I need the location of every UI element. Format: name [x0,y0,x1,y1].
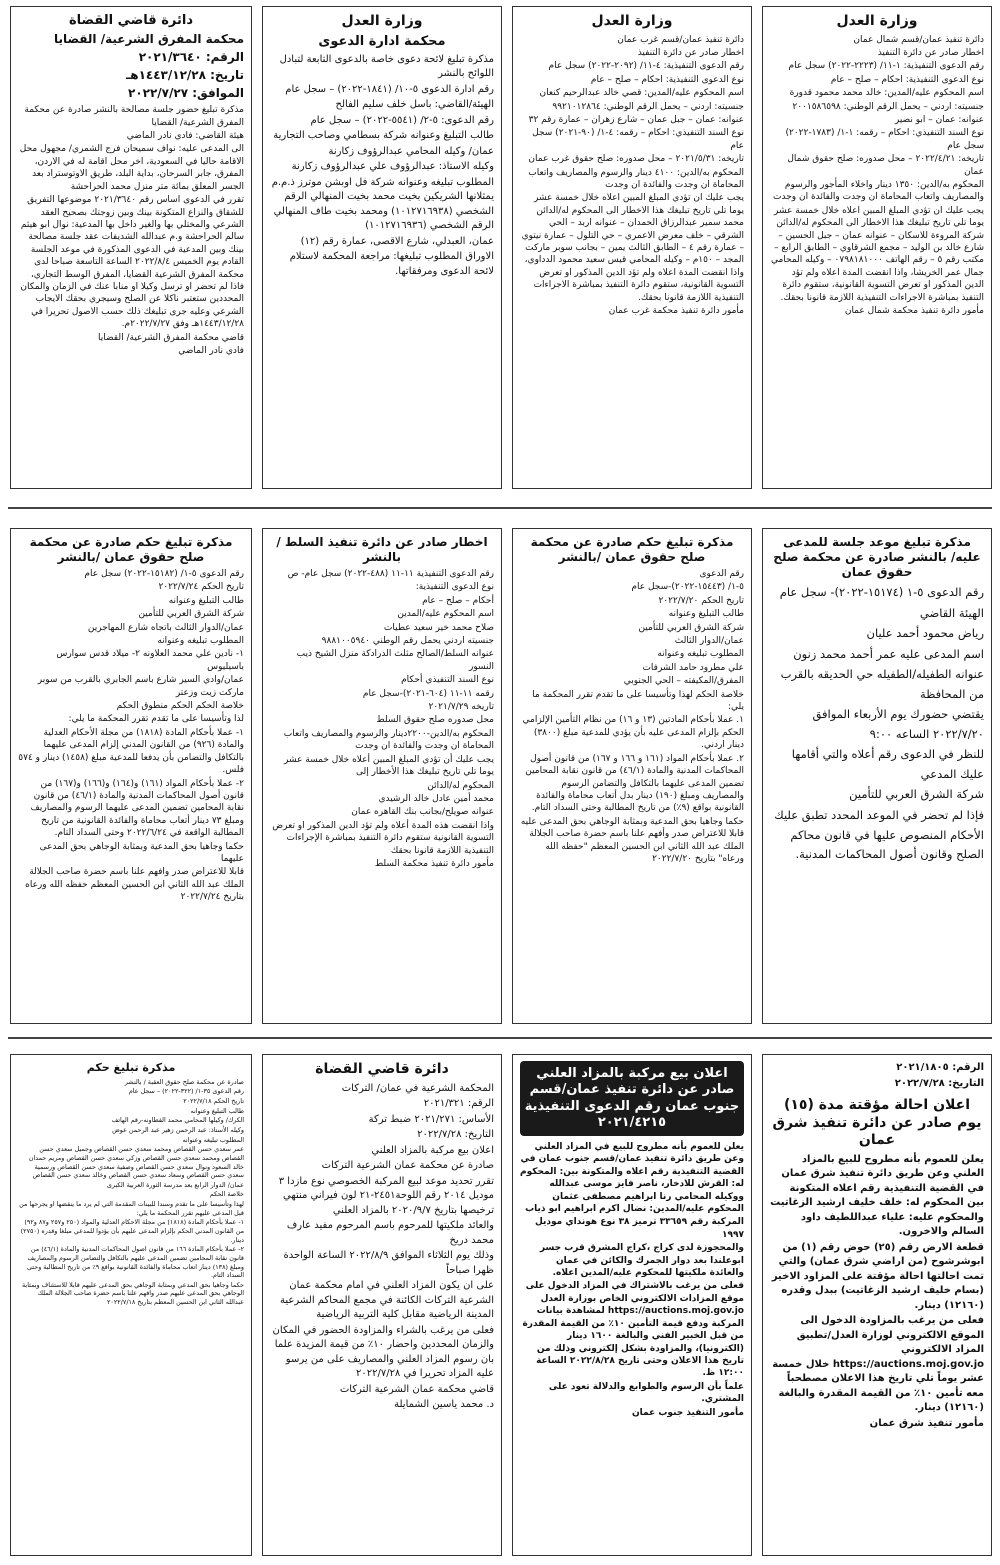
notice-line: رقم الدعوى ٥-١/ (١٥١٨٢-٢٠٢٢) سجل عام [84,569,244,579]
notice-line: يجب عليك أن تؤدي المبلغ المبين أعلاه خلال خمسة عشر يوما تلي تاريخ تبليغك هذا الأخطار إلى [284,754,494,778]
notice-line: الكرك/ وكيلها المحامي محمد القطاونه-رقم الهاتف [111,1116,244,1125]
notice-line: يقتضي حضورك يوم الأربعاء الموافق ٢٠٢٢/٧/٢٠ الساعه ٩:٠٠ [812,707,984,741]
notice-line: المركبة رقم ٣٣٦٥٩ ترميز ٣٨ نوع هونداي موديل ١٩٩٧ [534,1217,744,1240]
notice-line: رقم الدعوى التنفيذية: ١-١١/ (٢٢٢٣-٢٠٢٢) سجل عام [788,61,984,72]
notice-line: تاريخ الحكم ٢٠٢٢/٧/٢٤ [158,582,244,593]
notice-line: التاريخ: ٢٠٢٢/٧/٢٨ [417,1129,494,1140]
notice-line: ١- نادين علي محمد العلاونه ٢- ميلاد قدس سوارس باسيليوس [56,649,244,672]
notice-line: فإذا لم تحضر في الموعد المحدد تطبق عليك الأحكام المنصوص عليها في قانون محاكم الصلح وقانون أصول المحاكمات المدنية. [774,808,984,862]
notice-line: وكيله الاستاذ: عبدالرؤوف علي عبدالرؤوف زكارنة [291,161,494,173]
notice-line: رقم ادارة الدعوى ٥-١٠/ (١٨٤١-٢٠٢٢) – سجل عام [285,83,494,95]
notice-line: هيئة القاضي: فادي نادر الماضي [126,131,244,142]
notice-line: حكما وجاهيا بحق المدعية وبمثابة الوجاهي بحق المدعى عليه قابلا للاعتراض صدر وأفهم علنا باسم حضرة صاحب الجلالة الملك عبد الله الثاني ابن الحسين المعظم "حفظه الله ورعاه" بتاريخ ٢٠٢٢/٧/٢٠ [520,816,744,864]
notice-signoff: مأمور دائرة تنفيذ محكمة شمال عمان [844,306,984,317]
notice-line: يجب عليك ان تؤدي المبلغ المبين اعلاه خلال خمسة عشر يوما تلي تاريخ تبليغك هذا الاخطار الى المحكوم له/الدائن محمد سمير عبدالرزاق الحمدان – عنوانه اربد – الحي الشرقي – خلف معرض الاعمري – حي التلول – عمارة نيتوي – عمارة رقم ٤ – الطابق الثالث يمين – بجانب سوبر ماركت المجد – ١٥٠م – وكيله المحامي قيس سعيد محمود الدداوي، واذا انقضت المدة اعلاه ولم تؤد الدين المذكور او تعرض التسوية القانونية، ستقوم دائرة التنفيذ بمباشرة الاجراءات التنفيذية اللازمة قانونا بحقك. [521,193,744,303]
notice-line: صادرة عن محكمة عمان الشرعية التركات [321,1160,494,1171]
notice-line: الاوراق المطلوب تبليغها: مراجعة المحكمة لاستلام لائحة الدعوى ومرفقاتها. [289,251,494,277]
notice-line: لهذا وتأسيسا على ما تقدم وسندا للبينات المقدمة التي لم يرد ما ينقضها او يجرحها من قبل المدعى عليهم تقرر المحكمة ما يلي: [19,1200,244,1217]
notice-line: الهيئة القاضي [919,605,984,620]
row-divider [8,507,992,509]
notice-court: محكمة المفرق الشرعية/ القضايا [53,32,244,47]
notice-line: اسم المحكوم عليه/المدين [397,609,494,620]
notice-line: ٢- عملا بأحكام المواد (١٦١) و(١٦٤) و(١٦٦) و(١٦٧) من قانون أصول المحاكمات المدنية والمادة (٤٦/١) من قانون نقابة المحامين تضمين المدعى عليهما الرسوم والمصاريف ومبلغ ٧٣ دينار أتعاب محاماة والفائدة القانونية من تاريخ المطالبة الواقعة في ٢٠٢٢/٦/٢٤ وحتى السداد التام. [30,778,244,839]
notice-line: عمان/ الدوار الرابع بعد مدرسة الثورة العربية الكبرى [106,1180,244,1189]
notice-line: المطلوب تبليغه وعنوانه [182,1135,244,1144]
notice-title: اعلان بيع مركبة بالمزاد العلني صادر عن دائرة تنفيذ عمان/قسم جنوب عمان رقم الدعوى التنفيذية ٢٠٢١/٤٢١٥ [520,1061,744,1136]
notice-line: قطعة الارض رقم (٢٥) حوض رقم (١) من ابوشرشوح (من اراضي شرق عمان) والتي تمت احالتها احالة مؤقتة على المزاود الاخير (بسام خليف ارشيد الزغاتيت) ببدل وقدره (١٢١٦٠) دينار. [771,1241,984,1311]
notice-line: طالب التبليغ وعنوانه [168,595,244,606]
notice-line: شركة الشرق العربي للتأمين [849,787,984,802]
notice-title: دائرة قاضي القضاة [315,1061,449,1077]
notice-line: رقم الدعوى التنفيذية ١١-١١ (٤٨٨-٢٠٢٢) سجل عام- ص [287,569,494,579]
notice-line: رقم الدعوى ٥-١ (١٥١٧٤-٢٠٢٢)- سجل عام [779,585,984,599]
notice-title: مذكرة تبليغ حكم [86,1061,176,1074]
notice-line: دائرة تنفيذ عمان/قسم غرب عمان [617,34,744,45]
notice-line: والمحجوزة لدى كراج ،كراج المشرق قرب جسر ابوعلندا بعد دوار الجمرك والكائن في عمان والعائدة ملكيتها للمحكوم عليه/المدين اعلاه. [539,1243,744,1279]
notice-title: دائرة قاضي القضاة [69,13,193,28]
notice-amman-judgment-2 [10,528,252,1024]
notice-line: نوع الدعوى التنفيذية: احكام – صلح – عام [590,74,744,85]
notice-salt-execution [262,528,502,1024]
notice-line: ٥-١/ (١٥٤٤٣-٢٠٢٢)-سجل عام [631,582,744,593]
notice-line: حكما وجاهيا بحق المدعية وبمثابة الوجاهي بحق المدعى عليهما [39,841,244,864]
notice-signer: د. محمد ياسين الشمايلة [394,1399,494,1410]
notice-line: المطلوب تبليغه وعنوانه شركة فل اوبشن موترز ذ.م.م يمثلانها الشريكين بخيت محمد بخيت المنهالي الرقم الشخصي (١٠١٢٧١٦٩٣٨) ومحمد بخيت طاف المنهالي الرقم الشخصي (١٠١٢٧١٦٩٣٦) [271,176,494,232]
notice-line: فعلى من يرغب بالشراء والمزاودة الحضور في المكان والزمان المحددين واحضار ١٠٪ من قيمة المزيدة علما بان رسوم المزاد العلني والمصاريف على من يرسو عليه المزاد تحريرا في ٢٠٢٢/٧/٢٨ [272,1324,494,1379]
notice-line: عنوانه: عمان – جبل عمان – شارع زهران – عمارة رقم ٣٢ [528,114,744,125]
notice-hijri-date: تاريخ: ١٤٤٣/١٢/٢٨هـ [126,68,244,83]
notice-west-amman-execution [512,6,752,489]
notice-signoff: مأمور دائرة تنفيذ محكمة غرب عمان [608,306,744,317]
notice-amman-judgment-1 [512,528,752,1024]
notice-line: رقمه ١١-١١ (٦٠٤-٢٠٢١)-سجل عام [362,688,494,699]
notice-line: تاريخه ٢٠٢١/٧/٢٩ [428,702,494,713]
notice-line: عمان، العبدلي، شارع الاقصى، عمارة رقم (١٢) [300,235,494,247]
notice-line: الى المدعى عليه: نواف سميحان فرج الشمري/ مجهول محل الاقامة حاليا في السعودية، اخر محل اقامة له في الاردن، المفرق، جابر السرحان، بداية البلد، طريق الاوتوستراد بعد الجسر المعلق بمائة متر منزل محمد الحراحشة [19,144,244,192]
notice-mafraq-sharia-court [10,6,252,489]
notice-line: المحكمة الشرعية في عمان/ التركات [341,1082,494,1094]
notice-line: صلاح محمد خير سعيد عطيات [383,622,494,633]
notice-line: نوع الدعوى التنفيذية: احكام – صلح – عام [830,74,984,85]
notice-line: شركة الشرق العربي للتأمين [638,622,744,633]
notice-line: محل صدوره صلح حقوق السلط [376,715,494,726]
notice-line: تاريخه: ٢٠٢٢/٤/٢١ – محل صدوره: صلح حقوق شمال عمان [787,154,984,177]
notice-line: فعلى من يرغب بالمزاودة الدخول الى الموقع الالكتروني لوزارة العدل/تطبيق المزاد الالكتروني https://auctions.moj.gov.jo خلال خمسة عشر يوماً تلي تاريخ هذا الاعلان مصطحباً معه تأمين ١٠٪ من القيمة المقدرة والبالغة (١٢١٦٠) دينار. [772,1315,984,1413]
notice-signoff: مأمور التنفيذ جنوب عمان [632,1407,744,1418]
notice-line: يعلن للعموم بأنه مطروح للبيع في المزاد العلني وعن طريق دائرة تنفيذ عمان/قسم جنوب عمان في القضية التنفيذية رقم اعلاه والمتكونة بين: المحكوم له: القرش للادخار، ناصر فايز موسى عبدالله ووكيله المحامي رنا ابراهيم مصطفى عثمان المحكوم عليه/المدين: نضال اكرم ابراهيم ابو ذياب [520,1142,744,1215]
notice-title: مذكرة تبليغ موعد جلسة للمدعى عليه/ بالنشر صادرة عن محكمة صلح حقوق عمان [773,535,981,579]
notice-line: رقم الدعوى [699,569,744,579]
notice-line: محمد أمين عادل خالد الرشيدي [378,793,494,804]
notice-line: اسم المحكوم عليه/المدين: قصي خالد عبدالرحيم كنعان [539,88,744,99]
notice-line: تقرر في الدعوى اساس رقم ٢٠٢١/٣٦٤٠ موضوعها التفريق للشقاق والنزاع المتكونة بينك وبين زوجتك بصحيح العقد الشرعي والمختلي بها والغير داخل بها المدعية: نوال ابو هيثم سالم الحراحشة و.م عبدالله الشديفات عقد جلسة مصالحة بينك وبين المدعية في الدعوى المذكورة في موعد الجلسة القادم يوم الخميس ٢٠٢٢/٨/٤ الساعة التاسعة صباحا لدى محكمة المفرق الشرعية القضايا، المفرق الوسط التجاري، فاذا لم تحضر او ترسل وكيلا او منابا عنك في الزمان والمكان المحددين ستعتبر ناكلا عن الصلح وسيجري بحقك الايجاب الشرعي وعليه جرى تبليغك ذلك حسب الاصول تحريرا في ١٤٤٣/١٢/٢٨هـ وفق ٢٠٢٢/٧/٢٧م. [20,195,244,330]
notice-line: رقم الدعوى ٣٥-١/ (٣٢٢-٢٠٢٢) – سجل عام [128,1087,244,1096]
notice-line: شركة الشرق العربي للتأمين [138,609,244,620]
notice-line: تاريخ الحكم ٢٠٢٢/٧/٢٠ [658,595,744,606]
notice-line: للنظر في الدعوى رقم أعلاه والتي أقامها عليك المدعي [791,747,984,781]
notice-hearing-date-summons [762,528,992,1024]
notice-line: جنسيته اردني يحمل رقم الوطني ٩٨٨١٠٠٥٩٤٠ [321,636,494,647]
notice-title: وزارة العدل [836,13,918,29]
notice-line: وكيله الأستاذ: عبد الرحمن زهير عبد الرحمن عوض [112,1125,244,1134]
notice-line: المحكوم به/الدين: ٤١٠٠ دينار والرسوم والمصاريف واتعاب المحاماة ان وجدت والفائدة ان وجدت [528,167,744,190]
notice-line: علي مطرود حامد الشرفات [642,662,744,673]
notice-signer: فادي نادر الماضي [178,345,244,356]
notice-line: عمان/الدوار الثالث [674,636,744,647]
notice-line: رقم الدعوى التنفيذية: ٤-١١/ (٢٠٩٢-٢٠٢٢) سجل عام [548,61,744,72]
notice-title: مذكرة تبليغ حكم صادرة عن محكمة صلح حقوق عمان /بالنشر [530,535,734,564]
notice-line: دائرة تنفيذ عمان/قسم شمال عمان [853,34,984,45]
notice-signoff: قاضي محكمة المفرق الشرعية/ القضايا [98,332,244,343]
notice-line: علماً بأن الرسوم والطوابع والدلالة تعود على المشتري. [548,1381,744,1405]
notice-line: عنوانه السلط/الصالح مثلث الدرادكة منزل الشيخ ذيب النسور [296,649,494,672]
notice-line: اخطار صادر عن دائرة التنفيذ [877,47,984,58]
notice-line: المحكوم به/الدين: ١٣٥٠ دينار واخلاء المأجور والرسوم والمصاريف واتعاب المحاماة ان وجدت والفائدة ان وجدت [773,179,984,203]
notice-line: واذا انقضت هذه المدة أعلاه ولم تؤد الدين المذكور او تعرض التسوية القانونية ستقوم دائرة التنفيذ بمباشرة الإجراءات التنفيذية اللازمة قانونا بحقك [272,820,494,856]
notice-line: تاريخه: ٢٠٢١/٥/٣١ – محل صدوره: صلح حقوق غرب عمان [528,154,744,165]
notice-line: خلاصة الحكم لهذا وتأسيسا على ما تقدم تقرر المحكمة ما يلي: [532,689,744,713]
notice-title: مذكرة تبليغ حكم صادرة عن محكمة صلح حقوق عمان /بالنشر [29,535,233,564]
notice-line: جنسيته: اردني – يحمل الرقم الوطني: ٢٠٠١٥٨٦٥٩٨ [792,101,984,112]
notice-line: حكما وجاهيا بحق المدعي وبمثابة الوجاهي بحق المدعى عليهم قابلا للاستئناف وبمثابة الوجاهي بحق المدعى عليهم صدر وافهم علنا باسم حضرة صاحب الجلالة الملك عبدالله الثاني ابن الحسين المعظم بتاريخ ٢٠٢٢/٧/١٨ [21,1280,244,1307]
notice-amman-estates-court [262,1054,502,1556]
notice-line: طالب التبليغ وعنوانه [190,1106,244,1115]
notice-line: اعلان بيع مركبة بالمزاد العلني [371,1144,494,1156]
notice-line: على ان يكون المزاد العلني في امام محكمة عمان الشرعية التركات الكائنة في مجمع المحاكم الشرعية المدينة الرياضية مقابل كلية التربية الرياضية [280,1280,494,1320]
notice-line: عمان/وادي السير شارع باسم الجابري بالقرب من سوبر ماركت زيت وزعتر [37,675,244,698]
notice-line: عمر سعدي حسن القصاص ومحمد سعدي حسن القصاص وجميل سعدي حسن القصاص ومحمد سعدي حسن القصاص وزكي سعدي حسن القصاص ومريم حمدان خالد السعود ونوال سعدي حسن القصاص وصفية سعدي حسن القصاص ورسمية سعدي حسن القصاص وسعاد سعدي حسن القصاص وخالد سعدي حسن القصاص [28,1145,244,1180]
notice-line: طالب التبليغ وعنوانه شركة بسطامي وصاحب التجارية [273,130,494,142]
notice-line: المطلوب تبليغه وعنوانه [657,649,744,660]
notice-line: أحكام – صلح – عام [422,595,494,606]
notice-line: وذلك يوم الثلاثاء الموافق ٢٠٢٢/٨/٩ الساعة الواحدة ظهرا صباحاً [283,1250,494,1276]
notice-title: وزارة العدل [341,13,423,29]
notice-title: اعلان احالة مؤقتة مدة (١٥) يوم صادر عن دائرة تنفيذ شرق عمان [772,1097,982,1148]
notice-signoff: قاضي محكمة عمان الشرعية التركات [339,1383,494,1395]
row-divider [8,1037,992,1039]
notice-line: اخطار صادر عن دائرة التنفيذ [637,47,744,58]
notice-line: نوع السند التنفيذي: احكام – رقمه: ٤-١/ (٩٠-٢٠٢١) سجل عام [532,128,744,151]
notice-east-amman-auction [762,1054,992,1556]
notice-line: خلاصة الحكم الحكم منطوق الحكم [116,701,244,712]
notice-line: الأساس: ٢٠٢١/٢٧١ ضبط تركة [368,1113,494,1125]
notice-line: نوع السند التنفيذي: احكام – رقمه: ١-١/ (١٧٨٣-٢٠٢٢) سجل عام [785,128,984,151]
notice-line: نوع السند التنفيذي أحكام [401,675,494,686]
notice-line: مذكرة تبليغ لائحة دعوى خاصة بالدعوى التابعة لتبادل اللوائح بالنشر [279,53,494,80]
notice-line: ٢. عملا بأحكام المواد (١٦١ و ١٦٦ و ١٦٧) من قانون أصول المحاكمات المدنية والمادة (٤٦/١) من قانون نقابة المحامين تضمين المدعى عليهما بالتكافل والتضامن الرسوم والمصاريف ومبلغ (١٩٠) دينار بدل أتعاب محاماة والفائدة القانونية بواقع (٩٪) من تاريخ المطالبة وحتى السداد التام. [525,753,744,814]
notice-line: ٢- عملا بأحكام المادة ١٦٦ من قانون اصول المحاكمات المدنية والمادة (٤٦/١) من قانون نقابة المحامين تضمين المدعى عليهم بالتكافل والتضامن الرسوم والمصاريف ومبلغ (١٣٨) دينار اتعاب محاماة والفائدة القانونية بواقع ٩٪ من تاريخ المطالبة وحتى السداد التام. [26,1245,244,1280]
notice-line: مذكرة تبليغ حضور جلسة مصالحة بالنشر صادرة عن محكمة المفرق الشرعية/ القضايا [24,105,244,128]
notice-line: يجب عليك ان تؤدي المبلغ المبين اعلاه خلال خمسة عشر يوما تلي تاريخ تبليغك هذا الاخطار الى المحكوم له/الدائن شركة المروءة للاسكان – عنوانه عمان – جبل الحسين – شارع خالد بن الوليد – مجمع الشرقاوي – الطابق الرابع – مكتب رقم ٥ – رقم الهاتف ٠٧٩٨١٨١٠٠٠ – وكيله المحامي جمال عمر الخريشا، واذا انقضت المدة اعلاه ولم تؤد الدين المذكور او تعرض التسوية القانونية، ستقوم دائرة التنفيذ بمباشرة الاجراءات التنفيذية اللازمة قانونا بحقك. [770,205,984,303]
notice-line: عمان/الدوار الثالث باتجاه شارع المهاجرين [87,622,244,633]
notice-number: الرقم: ٢٠٢١/٣٦٤٠ [138,50,244,65]
notice-line: عنوانه: عمان – ابو نصير [894,114,984,125]
notice-aqaba-judgment [10,1054,252,1556]
notice-line: تاريخ الحكم ٢٠٢٢/٧/١٨ [183,1097,244,1106]
notice-south-amman-vehicle-auction [512,1054,752,1556]
notice-line: ١- عملا بأحكام المادة (١٨١٨) من مجلة الأحكام العدلية والمادة (٩٢٦) من القانون المدني إلزام المدعى عليهما بالتكافل والتضامن بأن يدفعا للمدعية مبلغ (١٤٥٨) دينار و ٥٧٤ فلس. [18,727,244,776]
notice-line: رقم الدعوى: ٥-٢/ (٥٥٤١-٢٠٢٢) – سجل عام [310,114,494,126]
notice-line: اسم المدعى عليه عمر أحمد محمد زنون [793,646,984,661]
notice-line: الرقم: ٢٠٢١/٣٢١ [423,1098,494,1109]
notice-line: يعلن للعموم بأنه مطروح للبيع بالمزاد العلني وعن طريق دائرة تنفيذ شرق عمان في القضية التنفيذية رقم اعلاه المتكونة بين المحكوم له: خلف خليف ارشيد الزغاتيت والمحكوم عليه: علياء عبداللطيف داود السالم والاخرون. [770,1153,984,1237]
notice-line: الهيئة/القاضي: باسل خلف سليم الفالح [335,99,494,111]
notice-line: رياض محمود أحمد عليان [866,626,984,641]
notice-case-management-court [262,6,502,489]
notice-north-amman-execution [762,6,992,489]
notice-title: وزارة العدل [591,13,673,29]
notice-line: طالب التبليغ وعنوانه [668,609,744,620]
notice-subtitle: محكمة ادارة الدعوى [318,33,446,49]
notice-line: المحكوم له/الدائن [427,780,494,791]
notice-line: فعلى من يرغب بالاشتراك في المزاد الدخول على موقع المزادات الالكتروني الخاص بوزارة العدل https://auctions.moj.gov.jo لمشاهدة بيانات المركبة ودفع قيمة التأمين ١٠٪ من القيمة المقدرة من قبل الخبير الفني والبالغة ١٦٠٠ دينار (الكترونيا)، والمزاودة بشكل إلكتروني وذلك من تاريخ هذا الاعلان وحتى تاريخ ٢٠٢٢/٨/٢٨ الساعة ١٢:٠٠ ظ. [522,1281,744,1379]
notice-line: عنوانه الطفيله/الطفيله حي الحديقه بالقرب من المحافظة [780,667,984,701]
notice-line: اسم المحكوم عليه/المدين: خالد محمد محمود قدورة [789,88,984,99]
notice-line: نوع الدعوى التنفيذية: [415,582,494,593]
notice-line: ١. عملا بأحكام المادتين (١٣ و ١٦) من نظام التأمين الإلزامي الحكم بإلزام المدعى عليه بأن يؤدي للمدعية مبلغ (٣٨٠٠) دينار اردني. [522,715,744,751]
notice-line: المحكوم به/الدين-٢٢٠٠دينار والرسوم والمصاريف واتعاب المحاماة ان وجدت والفائدة ان وجدت [283,728,494,752]
notice-title: اخطار صادر عن دائرة تنفيذ السلط /بالنشر [276,535,488,564]
notice-line: تقرر تحديد موعد لبيع المركبة الخصوصي نوع مازدا ٣ موديل ٢٠١٤ رقم اللوحة٢٤٥١-٢١ لون فيراني منتهي ترخيصها بتاريخ ٢٠٢٠/٩/٧ بالمزاد العلني [278,1175,494,1216]
notice-number: الرقم: ٢٠٢١/١٨٠٥ [896,1062,984,1073]
notice-line: خلاصة الحكم [209,1190,244,1199]
notice-line: عنوانه صويلح/بجانب بنك القاهره عمان [351,807,494,818]
notice-gregorian-date: الموافق: ٢٠٢٢/٧/٢٧ [128,86,244,101]
notice-line: والعائد ملكيتها للمرحوم باسم المرحوم مفيد عارف محمد دريخ [286,1220,494,1246]
notice-line: لذا وتأسيسا على ما تقدم تقرر المحكمة ما يلي: [68,714,244,725]
notice-line: صادرة عن محكمة صلح حقوق العقبة / بالنشر [124,1077,244,1086]
notice-signoff: مأمور تنفيذ شرق عمان [869,1417,984,1429]
notice-line: قابلا للاعتراض صدر وافهم علنا باسم حضرة صاحب الجلالة الملك عبد الله الثاني ابن الحسين المعظم حفظه الله ورعاه بتاريخ ٢٠٢٢/٧/٢٤ [25,867,244,903]
notice-line: جنسيته: اردني – يحمل الرقم الوطني: ٩٩٢١٠١٢٨٦٤ [552,101,744,112]
notice-date: التاريخ: ٢٠٢٢/٧/٢٨ [894,1077,984,1089]
notice-signoff: مأمور دائرة تنفيذ محكمة السلط [374,858,494,869]
notice-line: ١- عملا بأحكام المادة (١٨١٨) من مجلة الاحكام العدلية والمواد (٢٥٠ و٢٥٧ و٨٧ و٩٢) من القانون المدني الحكم بإلزام المدعى عليهم بأن يؤدوا للمدعي مبلغا وقدره (٢٧٥٠) دينار. [20,1218,244,1244]
notice-line: المفرق/المكيفته – الحي الجنوبي [623,676,744,687]
notice-line: عمان/ وكيله المحامي عبدالرؤوف زكارنة [328,145,494,157]
notice-line: المطلوب تبليغه وعنوانه [157,636,244,647]
